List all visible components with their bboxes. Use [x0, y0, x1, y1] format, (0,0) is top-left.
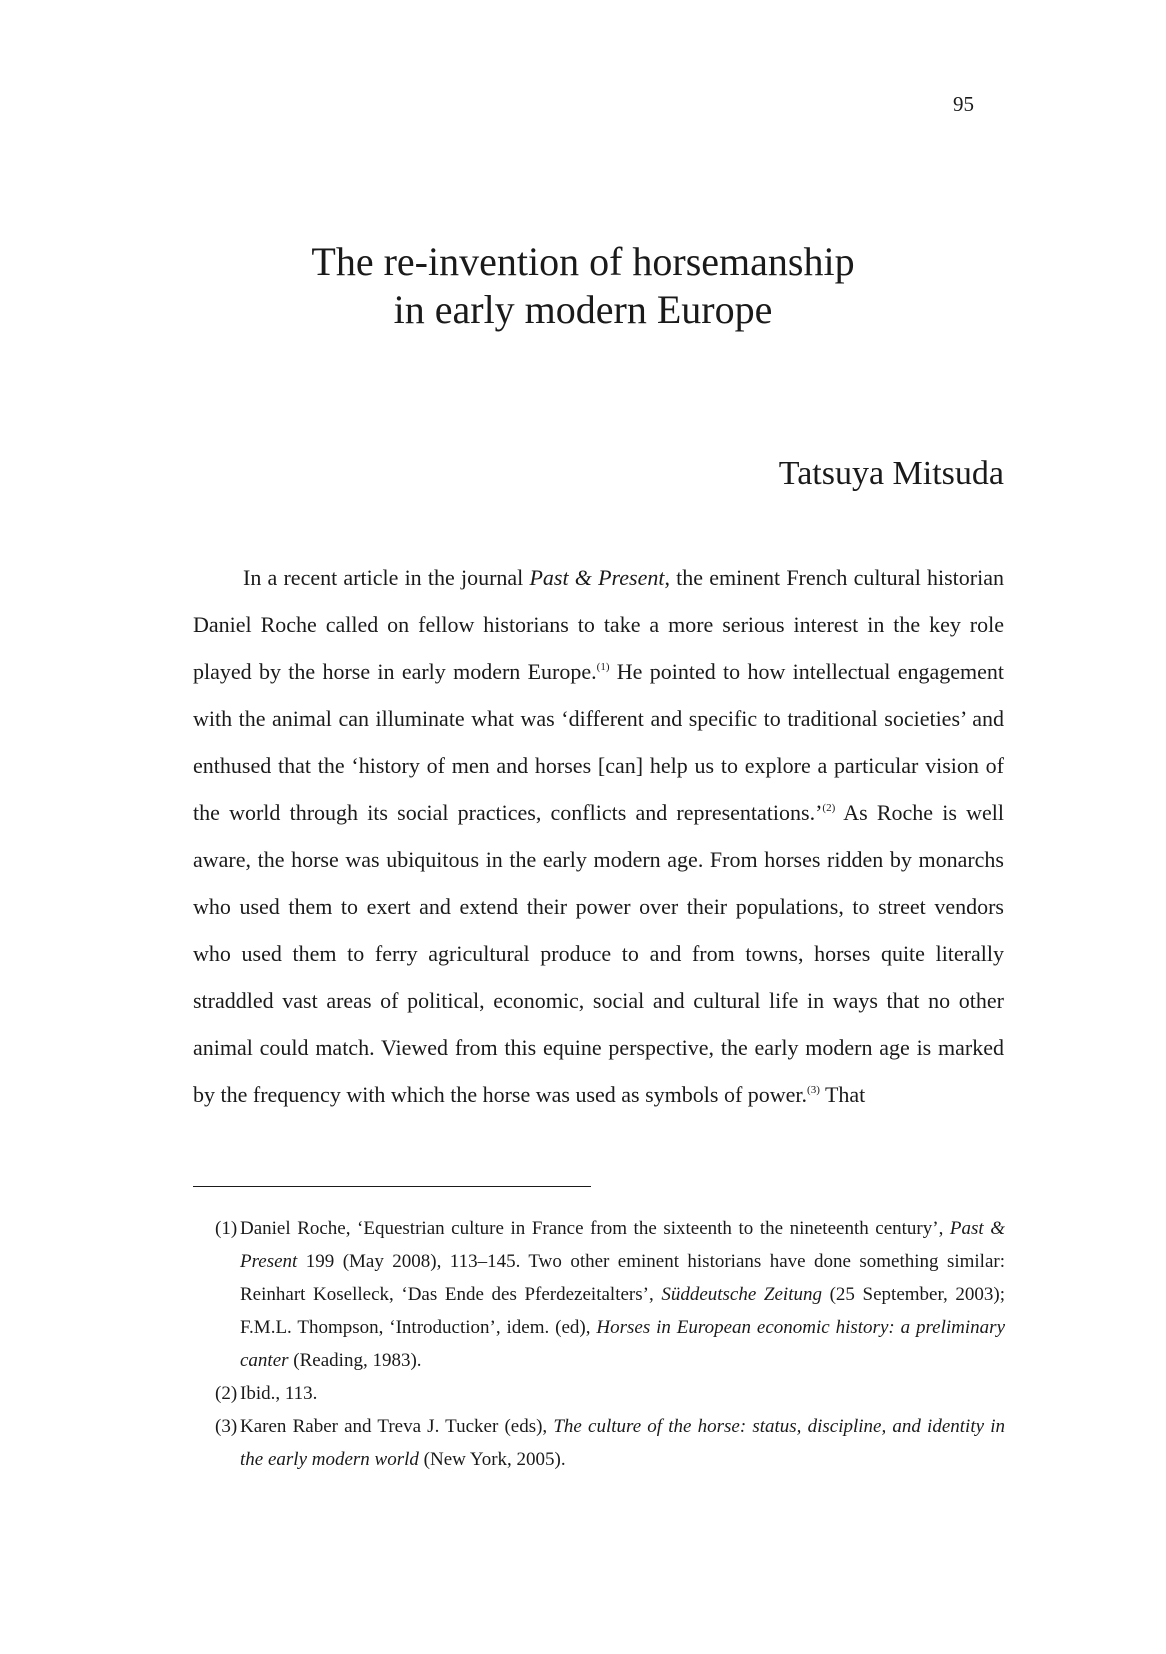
- footnote-1: [215, 1212, 1005, 1377]
- body-text-run: As Roche is well aware, the horse was ubiquitous in the early modern age. From horses ridden by monarchs who used them to exert and extend their power over their populations, to street vendors who used them to ferry agricultural produce to and from towns, horses quite literally straddled vast areas of political, economic, social and cultural life in ways that no other animal could match. Viewed from this equine perspective, the early modern age is marked by the frequency with which the horse was used as symbols of power.: [193, 800, 1004, 1107]
- footnote-number: (3): [215, 1416, 238, 1437]
- footnote-text: 199 (May 2008), 113–145. Two other eminent historians have done something similar: Reinhart Koselleck, ‘Das Ende des Pferdezeitalters’,: [240, 1251, 1005, 1305]
- footnote-italic: Süddeutsche Zeitung: [661, 1284, 822, 1305]
- footnote-italic: Horses in European economic history: a preliminary canter: [240, 1317, 1005, 1371]
- footnote-3: [215, 1410, 1005, 1476]
- body-paragraph: [193, 554, 1004, 1118]
- footnote-number: (1): [215, 1218, 238, 1239]
- footnote-text: Karen Raber and Treva J. Tucker (eds),: [240, 1416, 554, 1437]
- title-line-1: The re-invention of horsemanship: [311, 239, 855, 284]
- footnotes: [215, 1212, 1005, 1476]
- body-text: [193, 554, 1004, 1118]
- journal-title: Past & Present: [529, 565, 665, 590]
- body-text-run: That: [819, 1082, 866, 1107]
- body-text-run: In a recent article in the journal: [243, 565, 530, 590]
- footnote-2: [215, 1377, 1005, 1410]
- footnote-text: (New York, 2005).: [418, 1449, 566, 1470]
- footnote-text: (25 September, 2003); F.M.L. Thompson, ‘Introduction’, idem. (ed),: [240, 1284, 1006, 1338]
- author-name: Tatsuya Mitsuda: [778, 455, 1004, 492]
- footnote-ref-1: (1): [596, 661, 610, 673]
- footnote-text: (Reading, 1983).: [288, 1350, 422, 1371]
- body-text-run: , the eminent French cultural historian Daniel Roche called on fellow historians to take a more serious interest in the key role played by the horse in early modern Europe.: [193, 565, 1004, 684]
- title-line-2: in early modern Europe: [393, 287, 773, 332]
- article-title: [0, 238, 1166, 334]
- footnote-number: (2): [215, 1383, 238, 1404]
- body-text-run: He pointed to how intellectual engagement with the animal can illuminate what was ‘different and specific to traditional societies’ and enthused that the ‘history of men and horses [can] help us to explore a particular vision of the world through its social practices, conflicts and representations.’: [193, 659, 1004, 825]
- footnote-ref-3: (3): [807, 1084, 820, 1096]
- footnote-ref-2: (2): [822, 802, 836, 814]
- page-number: 95: [953, 92, 974, 116]
- footnote-separator: [193, 1186, 591, 1187]
- footnote-italic: Past & Present: [240, 1218, 1006, 1272]
- footnote-text: Daniel Roche, ‘Equestrian culture in France from the sixteenth to the nineteenth century’,: [240, 1218, 950, 1239]
- footnote-italic: The culture of the horse: status, discipline, and identity in the early modern world: [240, 1416, 1005, 1470]
- footnote-text: Ibid., 113.: [240, 1383, 318, 1404]
